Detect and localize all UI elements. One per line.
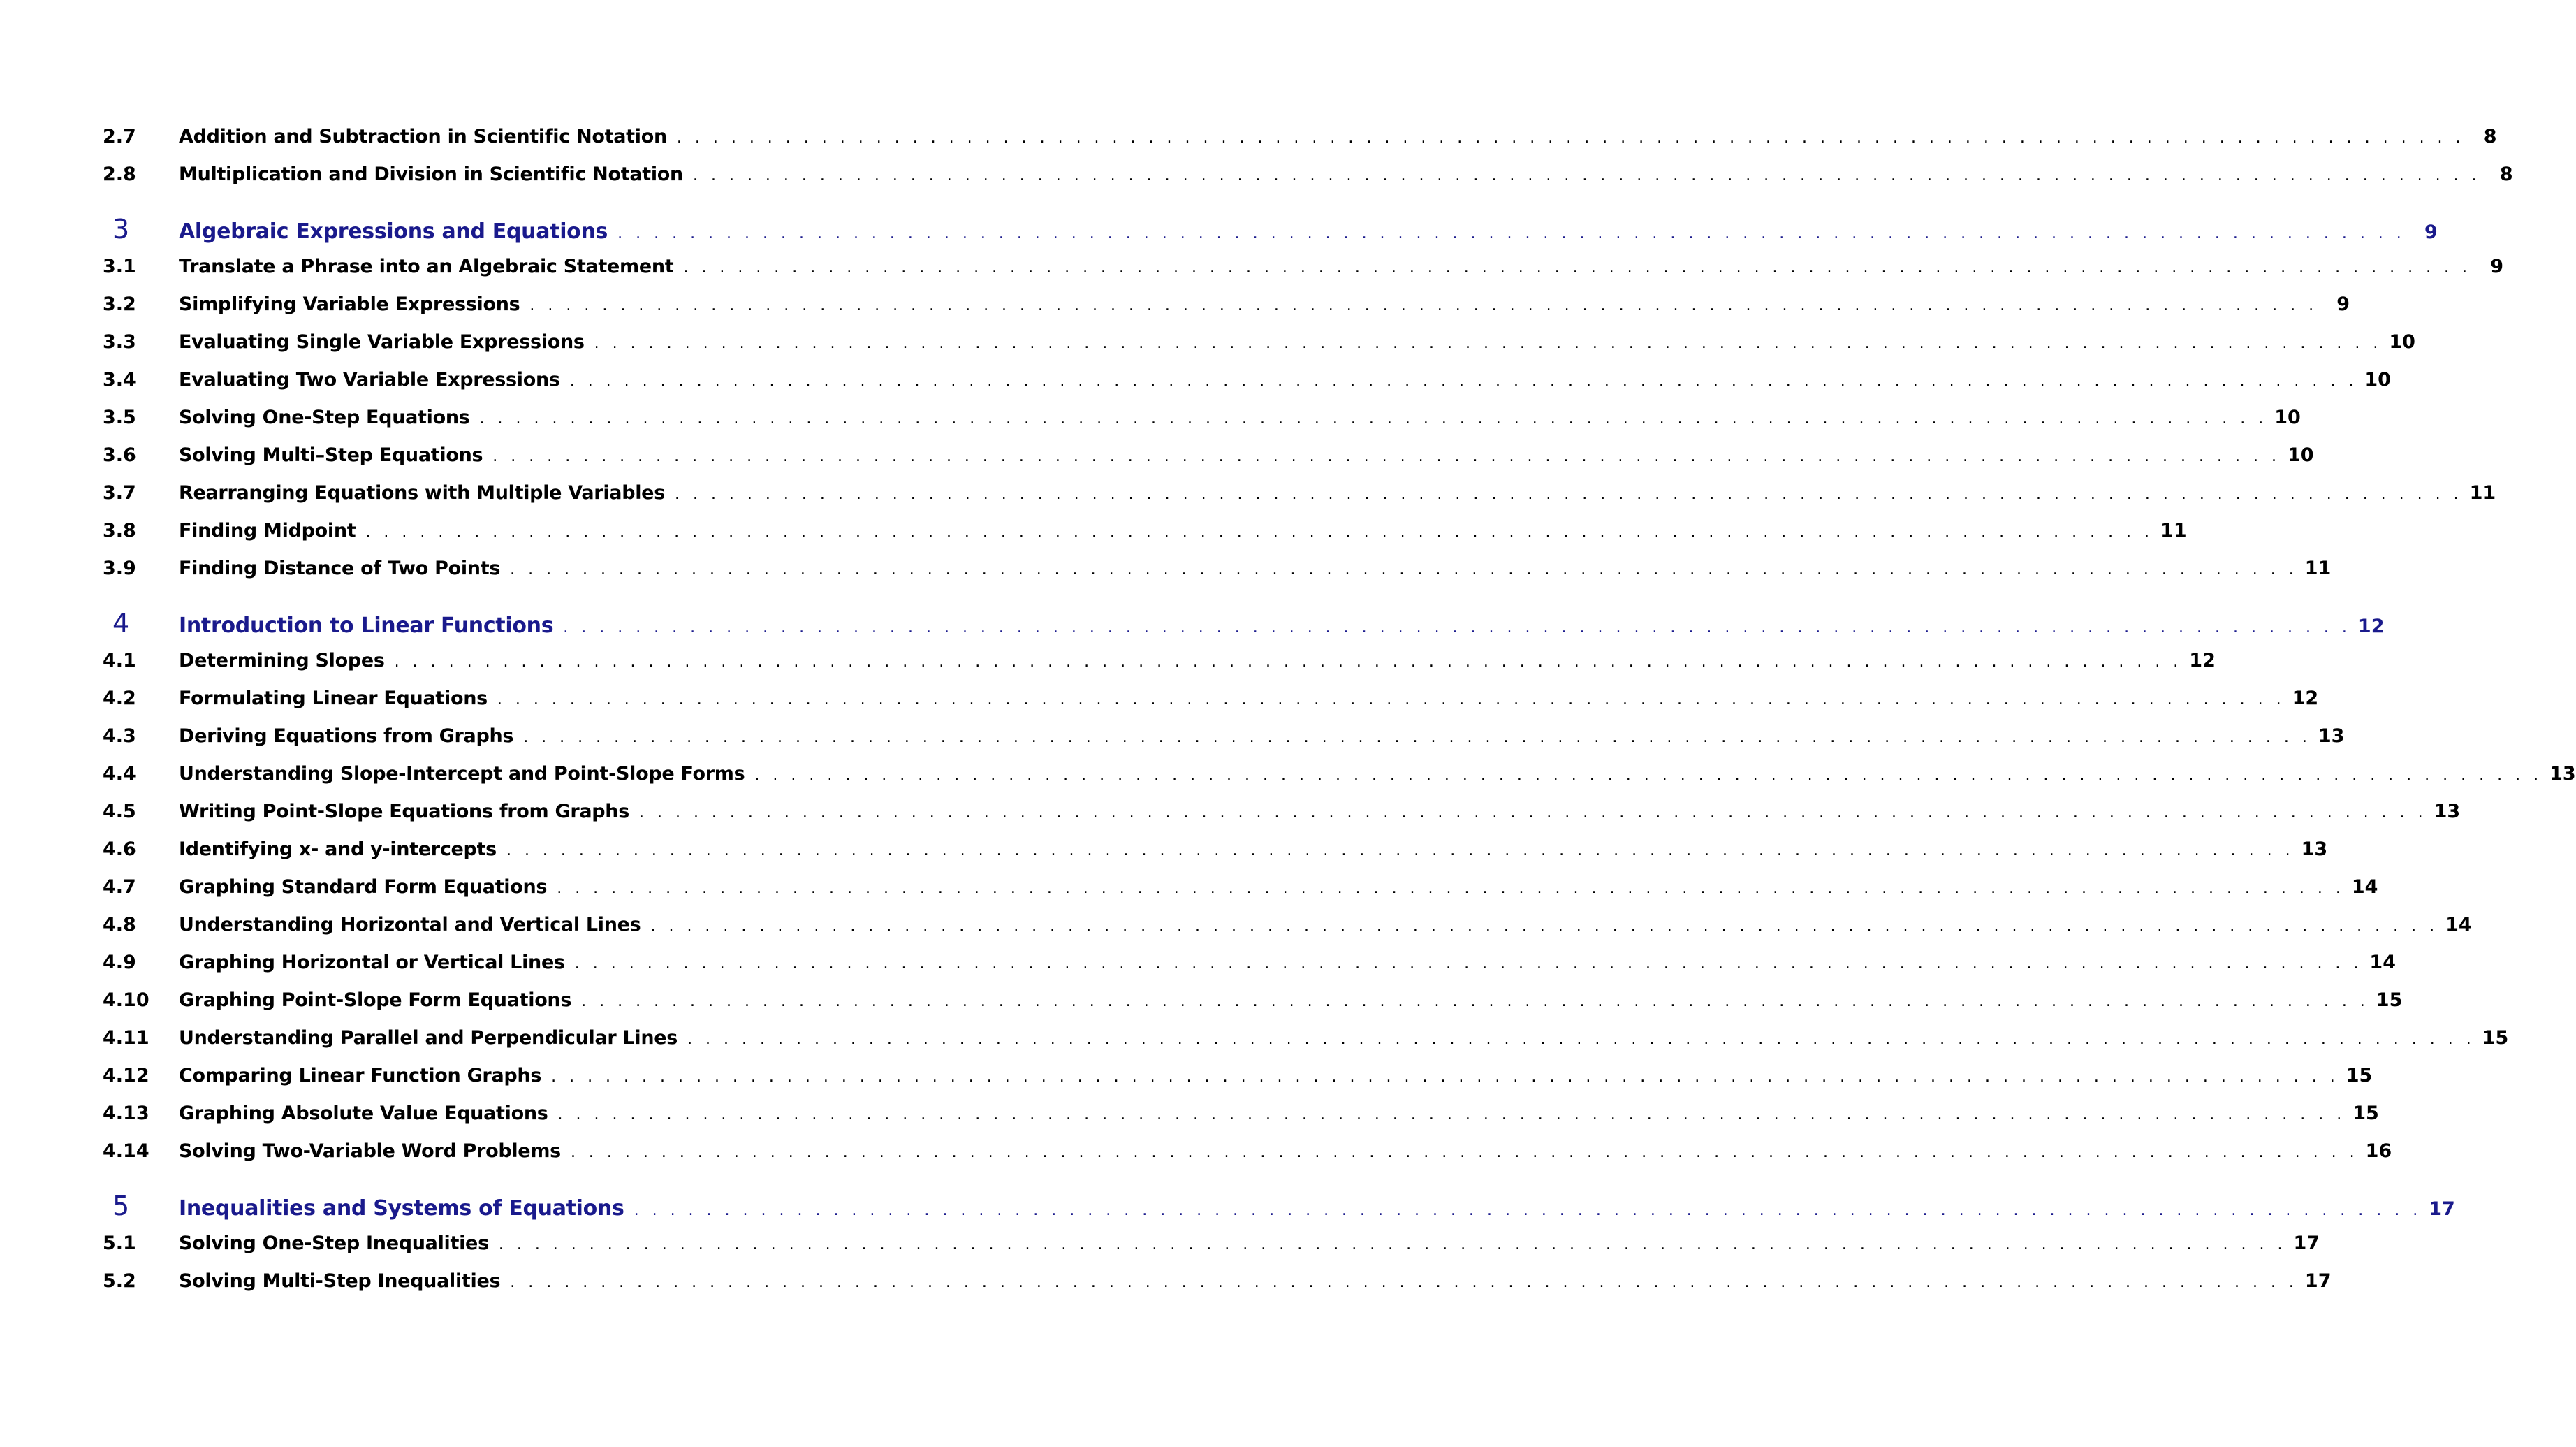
toc-section-entry[interactable]: [103, 763, 2576, 801]
section-title: Finding Distance of Two Points: [179, 558, 501, 579]
section-number: 3.6: [103, 444, 136, 466]
table-of-contents: [103, 126, 2576, 1308]
section-number: 4.7: [103, 876, 136, 898]
section-number: 5.1: [103, 1233, 136, 1254]
dot-leader: . . . . . . . . . . . . . . . . . . . . . . . . . . . . . . . . . . . . . . . . . . . . . . . . . . . . . . . . . . . . . . . . . . . . . . . . . . . . . . . . . . . . . . . . . . . . . . . . . . .: [683, 259, 2472, 277]
page-number: 14: [2351, 876, 2378, 898]
chapter-spacer: [103, 201, 1071, 214]
section-title: Understanding Parallel and Perpendicular Lines: [179, 1027, 678, 1049]
toc-chapter-entry[interactable]: [103, 608, 2385, 650]
section-title: Translate a Phrase into an Algebraic Statement: [179, 256, 674, 277]
page-number: 13: [2301, 838, 2328, 860]
section-number: 3.2: [103, 293, 136, 315]
chapter-spacer: [103, 595, 1071, 608]
section-number: 4.4: [103, 763, 136, 785]
dot-leader: . . . . . . . . . . . . . . . . . . . . . . . . . . . . . . . . . . . . . . . . . . . . . . . . . . . . . . . . . . . . . . . . . . . . . . . . . . . . . . . . . . . . . . . . . . . . . . . . . . .: [510, 561, 2298, 579]
section-title: Rearranging Equations with Multiple Variables: [179, 482, 665, 504]
toc-section-entry[interactable]: [103, 369, 2391, 407]
page-number: 9: [2490, 256, 2504, 277]
section-number: 3.4: [103, 369, 136, 391]
section-number: 5.2: [103, 1270, 136, 1292]
section-number: 4.1: [103, 650, 136, 671]
page-number: 10: [2287, 444, 2314, 466]
section-title: Identifying x- and y-intercepts: [179, 838, 497, 860]
section-title: Finding Midpoint: [179, 520, 356, 541]
dot-leader: . . . . . . . . . . . . . . . . . . . . . . . . . . . . . . . . . . . . . . . . . . . . . . . . . . . . . . . . . . . . . . . . . . . . . . . . . . . . . . . . . . . . . . . . . . . . . . . . . . .: [557, 1106, 2346, 1124]
dot-leader: . . . . . . . . . . . . . . . . . . . . . . . . . . . . . . . . . . . . . . . . . . . . . . . . . . . . . . . . . . . . . . . . . . . . . . . . . . . . . . . . . . . . . . . . . . . . . . . . . . .: [574, 955, 2363, 973]
toc-section-entry[interactable]: [103, 1065, 2373, 1103]
dot-leader: . . . . . . . . . . . . . . . . . . . . . . . . . . . . . . . . . . . . . . . . . . . . . . . . . . . . . . . . . . . . . . . . . . . . . . . . . . . . . . . . . . . . . . . . . . . . . . . . . . .: [570, 1144, 2359, 1161]
section-number: 3.3: [103, 331, 136, 353]
section-number: 4.10: [103, 989, 149, 1011]
chapter-title: Algebraic Expressions and Equations: [179, 219, 608, 244]
section-number: 4.14: [103, 1140, 149, 1162]
dot-leader: . . . . . . . . . . . . . . . . . . . . . . . . . . . . . . . . . . . . . . . . . . . . . . . . . . . . . . . . . . . . . . . . . . . . . . . . . . . . . . . . . . . . . . . . . . . . . . . . . . .: [551, 1068, 2339, 1086]
page-number: 12: [2189, 650, 2216, 671]
page-number: 13: [2549, 763, 2576, 785]
section-title: Graphing Absolute Value Equations: [179, 1103, 548, 1124]
toc-section-entry[interactable]: [103, 482, 2496, 520]
toc-section-entry[interactable]: [103, 256, 2504, 293]
toc-section-entry[interactable]: [103, 688, 2319, 725]
page-number: 10: [2389, 331, 2415, 353]
dot-leader: . . . . . . . . . . . . . . . . . . . . . . . . . . . . . . . . . . . . . . . . . . . . . . . . . . . . . . . . . . . . . . . . . . . . . . . . . . . . . . . . . . . . . . . . . . . . . . . . . . .: [674, 486, 2463, 503]
section-title: Multiplication and Division in Scientific Notation: [179, 163, 683, 185]
section-number: 4.6: [103, 838, 136, 860]
section-number: 4.13: [103, 1103, 149, 1124]
toc-section-entry[interactable]: [103, 914, 2472, 952]
chapter-spacer: [103, 1178, 1071, 1191]
page-number: 14: [2445, 914, 2472, 936]
section-number: 3.9: [103, 558, 136, 579]
section-title: Simplifying Variable Expressions: [179, 293, 520, 315]
chapter-title: Introduction to Linear Functions: [179, 613, 554, 638]
section-number: 3.5: [103, 407, 136, 428]
toc-section-entry[interactable]: [103, 838, 2328, 876]
dot-leader: . . . . . . . . . . . . . . . . . . . . . . . . . . . . . . . . . . . . . . . . . . . . . . . . . . . . . . . . . . . . . . . . . . . . . . . . . . . . . . . . . . . . . . . . . . . . . . . . . . .: [498, 1236, 2287, 1253]
dot-leader: . . . . . . . . . . . . . . . . . . . . . . . . . . . . . . . . . . . . . . . . . . . . . . . . . . . . . . . . . . . . . . . . . . . . . . . . . . . . . . . . . . . . . . . . . . . . . . . . . . .: [581, 993, 2369, 1010]
section-number: 3.1: [103, 256, 136, 277]
section-number: 4.8: [103, 914, 136, 936]
dot-leader: . . . . . . . . . . . . . . . . . . . . . . . . . . . . . . . . . . . . . . . . . . . . . . . . . . . . . . . . . . . . . . . . . . . . . . . . . . . . . . . . . . . . . . . . . . . . . . . . . . .: [638, 804, 2427, 822]
toc-section-entry[interactable]: [103, 558, 2332, 595]
page-number: 9: [2424, 221, 2438, 243]
toc-chapter-entry[interactable]: [103, 214, 2438, 256]
page-number: 17: [2293, 1233, 2320, 1254]
dot-leader: . . . . . . . . . . . . . . . . . . . . . . . . . . . . . . . . . . . . . . . . . . . . . . . . . . . . . . . . . . . . . . . . . . . . . . . . . . . . . . . . . . . . . . . . . . . . . . . . . . .: [676, 129, 2465, 147]
page-number: 8: [2483, 126, 2497, 147]
toc-section-entry[interactable]: [103, 801, 2461, 838]
dot-leader: . . . . . . . . . . . . . . . . . . . . . . . . . . . . . . . . . . . . . . . . . . . . . . . . . . . . . . . . . . . . . . . . . . . . . . . . . . . . . . . . . . . . . . . . . . . . . . . . . . .: [594, 335, 2383, 352]
page-number: 17: [2304, 1270, 2332, 1292]
toc-section-entry[interactable]: [103, 1103, 2379, 1140]
toc-section-entry[interactable]: [103, 989, 2403, 1027]
page-number: 12: [2292, 688, 2319, 709]
page-number: 15: [2376, 989, 2403, 1011]
page-number: 10: [2364, 369, 2391, 391]
dot-leader: . . . . . . . . . . . . . . . . . . . . . . . . . . . . . . . . . . . . . . . . . . . . . . . . . . . . . . . . . . . . . . . . . . . . . . . . . . . . . . . . . . . . . . . . . . . . . . . . . . .: [479, 410, 2268, 428]
page-number: 16: [2365, 1140, 2392, 1162]
chapter-number: 3: [112, 214, 130, 245]
toc-section-entry[interactable]: [103, 1270, 2332, 1308]
page-number: 11: [2469, 482, 2496, 504]
chapter-title: Inequalities and Systems of Equations: [179, 1196, 624, 1221]
toc-section-entry[interactable]: [103, 444, 2314, 482]
section-title: Solving Multi–Step Equations: [179, 444, 483, 466]
dot-leader: . . . . . . . . . . . . . . . . . . . . . . . . . . . . . . . . . . . . . . . . . . . . . . . . . . . . . . . . . . . . . . . . . . . . . . . . . . . . . . . . . . . . . . . . . . . . . . . . . . .: [497, 691, 2285, 708]
toc-section-entry[interactable]: [103, 725, 2345, 763]
section-title: Graphing Point-Slope Form Equations: [179, 989, 572, 1011]
dot-leader: . . . . . . . . . . . . . . . . . . . . . . . . . . . . . . . . . . . . . . . . . . . . . . . . . . . . . . . . . . . . . . . . . . . . . . . . . . . . . . . . . . . . . . . . . . . . . . . . . . .: [569, 372, 2358, 390]
page-number: 15: [2346, 1065, 2373, 1086]
section-title: Solving One-Step Inequalities: [179, 1233, 489, 1254]
page-number: 13: [2434, 801, 2461, 822]
page-number: 8: [2499, 163, 2513, 185]
section-title: Solving One-Step Equations: [179, 407, 470, 428]
page-number: 11: [2160, 520, 2187, 541]
page-number: 11: [2304, 558, 2332, 579]
section-number: 4.12: [103, 1065, 149, 1086]
dot-leader: . . . . . . . . . . . . . . . . . . . . . . . . . . . . . . . . . . . . . . . . . . . . . . . . . . . . . . . . . . . . . . . . . . . . . . . . . . . . . . . . . . . . . . . . . . . . . . . . . . .: [365, 523, 2154, 541]
page-number: 17: [2429, 1198, 2455, 1220]
section-title: Comparing Linear Function Graphs: [179, 1065, 542, 1086]
dot-leader: . . . . . . . . . . . . . . . . . . . . . . . . . . . . . . . . . . . . . . . . . . . . . . . . . . . . . . . . . . . . . . . . . . . . . . . . . . . . . . . . . . . . . . . . . . . . . . . . . . .: [754, 766, 2543, 784]
dot-leader: . . . . . . . . . . . . . . . . . . . . . . . . . . . . . . . . . . . . . . . . . . . . . . . . . . . . . . . . . . . . . . . . . . . . . . . . . . . . . . . . . . . . . . . . . . . . . . . . . . .: [557, 880, 2345, 897]
section-title: Writing Point-Slope Equations from Graphs: [179, 801, 629, 822]
toc-section-entry[interactable]: [103, 952, 2396, 989]
section-title: Solving Multi-Step Inequalities: [179, 1270, 501, 1292]
section-title: Evaluating Two Variable Expressions: [179, 369, 560, 391]
section-number: 3.7: [103, 482, 136, 504]
dot-leader: . . . . . . . . . . . . . . . . . . . . . . . . . . . . . . . . . . . . . . . . . . . . . . . . . . . . . . . . . . . . . . . . . . . . . . . . . . . . . . . . . . . . . . . . . . . . . . . . . . .: [510, 1274, 2298, 1291]
section-title: Solving Two-Variable Word Problems: [179, 1140, 561, 1162]
toc-section-entry[interactable]: [103, 1233, 2320, 1270]
section-number: 4.3: [103, 725, 136, 747]
chapter-number: 4: [112, 608, 130, 639]
toc-section-entry[interactable]: [103, 126, 2497, 163]
toc-section-entry[interactable]: [103, 331, 2415, 369]
page-number: 12: [2357, 616, 2385, 637]
dot-leader: . . . . . . . . . . . . . . . . . . . . . . . . . . . . . . . . . . . . . . . . . . . . . . . . . . . . . . . . . . . . . . . . . . . . . . . . . . . . . . . . . . . . . . . . . . . . . . . . . . .: [617, 225, 2406, 242]
toc-section-entry[interactable]: [103, 293, 2350, 331]
toc-section-entry[interactable]: [103, 163, 2513, 201]
dot-leader: . . . . . . . . . . . . . . . . . . . . . . . . . . . . . . . . . . . . . . . . . . . . . . . . . . . . . . . . . . . . . . . . . . . . . . . . . . . . . . . . . . . . . . . . . . . . . . . . . . .: [529, 297, 2318, 314]
page-number: 15: [2352, 1103, 2379, 1124]
dot-leader: . . . . . . . . . . . . . . . . . . . . . . . . . . . . . . . . . . . . . . . . . . . . . . . . . . . . . . . . . . . . . . . . . . . . . . . . . . . . . . . . . . . . . . . . . . . . . . . . . . .: [650, 917, 2439, 935]
toc-section-entry[interactable]: [103, 407, 2301, 444]
section-number: 2.7: [103, 126, 136, 147]
dot-leader: . . . . . . . . . . . . . . . . . . . . . . . . . . . . . . . . . . . . . . . . . . . . . . . . . . . . . . . . . . . . . . . . . . . . . . . . . . . . . . . . . . . . . . . . . . . . . . . . . . .: [563, 619, 2351, 637]
section-number: 4.9: [103, 952, 136, 973]
dot-leader: . . . . . . . . . . . . . . . . . . . . . . . . . . . . . . . . . . . . . . . . . . . . . . . . . . . . . . . . . . . . . . . . . . . . . . . . . . . . . . . . . . . . . . . . . . . . . . . . . . .: [523, 729, 2311, 746]
dot-leader: . . . . . . . . . . . . . . . . . . . . . . . . . . . . . . . . . . . . . . . . . . . . . . . . . . . . . . . . . . . . . . . . . . . . . . . . . . . . . . . . . . . . . . . . . . . . . . . . . . .: [687, 1031, 2475, 1048]
section-title: Evaluating Single Variable Expressions: [179, 331, 585, 353]
section-title: Graphing Horizontal or Vertical Lines: [179, 952, 565, 973]
section-number: 2.8: [103, 163, 136, 185]
section-number: 3.8: [103, 520, 136, 541]
dot-leader: . . . . . . . . . . . . . . . . . . . . . . . . . . . . . . . . . . . . . . . . . . . . . . . . . . . . . . . . . . . . . . . . . . . . . . . . . . . . . . . . . . . . . . . . . . . . . . . . . . .: [692, 167, 2481, 184]
section-number: 4.5: [103, 801, 136, 822]
toc-section-entry[interactable]: [103, 650, 2216, 688]
page-number: 13: [2318, 725, 2345, 747]
section-title: Formulating Linear Equations: [179, 688, 488, 709]
dot-leader: . . . . . . . . . . . . . . . . . . . . . . . . . . . . . . . . . . . . . . . . . . . . . . . . . . . . . . . . . . . . . . . . . . . . . . . . . . . . . . . . . . . . . . . . . . . . . . . . . . .: [634, 1202, 2422, 1219]
chapter-number: 5: [112, 1191, 130, 1221]
page-number: 15: [2482, 1027, 2509, 1049]
page-number: 14: [2369, 952, 2396, 973]
section-title: Addition and Subtraction in Scientific Notation: [179, 126, 667, 147]
toc-section-entry[interactable]: [103, 1140, 2392, 1178]
dot-leader: . . . . . . . . . . . . . . . . . . . . . . . . . . . . . . . . . . . . . . . . . . . . . . . . . . . . . . . . . . . . . . . . . . . . . . . . . . . . . . . . . . . . . . . . . . . . . . . . . . .: [506, 842, 2295, 859]
section-title: Understanding Slope-Intercept and Point-Slope Forms: [179, 763, 745, 785]
page-number: 10: [2274, 407, 2301, 428]
page-number: 9: [2336, 293, 2350, 315]
section-title: Understanding Horizontal and Vertical Lines: [179, 914, 641, 936]
section-title: Graphing Standard Form Equations: [179, 876, 548, 898]
toc-section-entry[interactable]: [103, 876, 2378, 914]
section-title: Determining Slopes: [179, 650, 385, 671]
section-number: 4.2: [103, 688, 136, 709]
toc-section-entry[interactable]: [103, 520, 2187, 558]
section-title: Deriving Equations from Graphs: [179, 725, 514, 747]
section-number: 4.11: [103, 1027, 149, 1049]
toc-section-entry[interactable]: [103, 1027, 2509, 1065]
dot-leader: . . . . . . . . . . . . . . . . . . . . . . . . . . . . . . . . . . . . . . . . . . . . . . . . . . . . . . . . . . . . . . . . . . . . . . . . . . . . . . . . . . . . . . . . . . . . . . . . . . .: [492, 448, 2281, 465]
dot-leader: . . . . . . . . . . . . . . . . . . . . . . . . . . . . . . . . . . . . . . . . . . . . . . . . . . . . . . . . . . . . . . . . . . . . . . . . . . . . . . . . . . . . . . . . . . . . . . . . . . .: [394, 653, 2183, 671]
toc-chapter-entry[interactable]: [103, 1191, 2455, 1233]
